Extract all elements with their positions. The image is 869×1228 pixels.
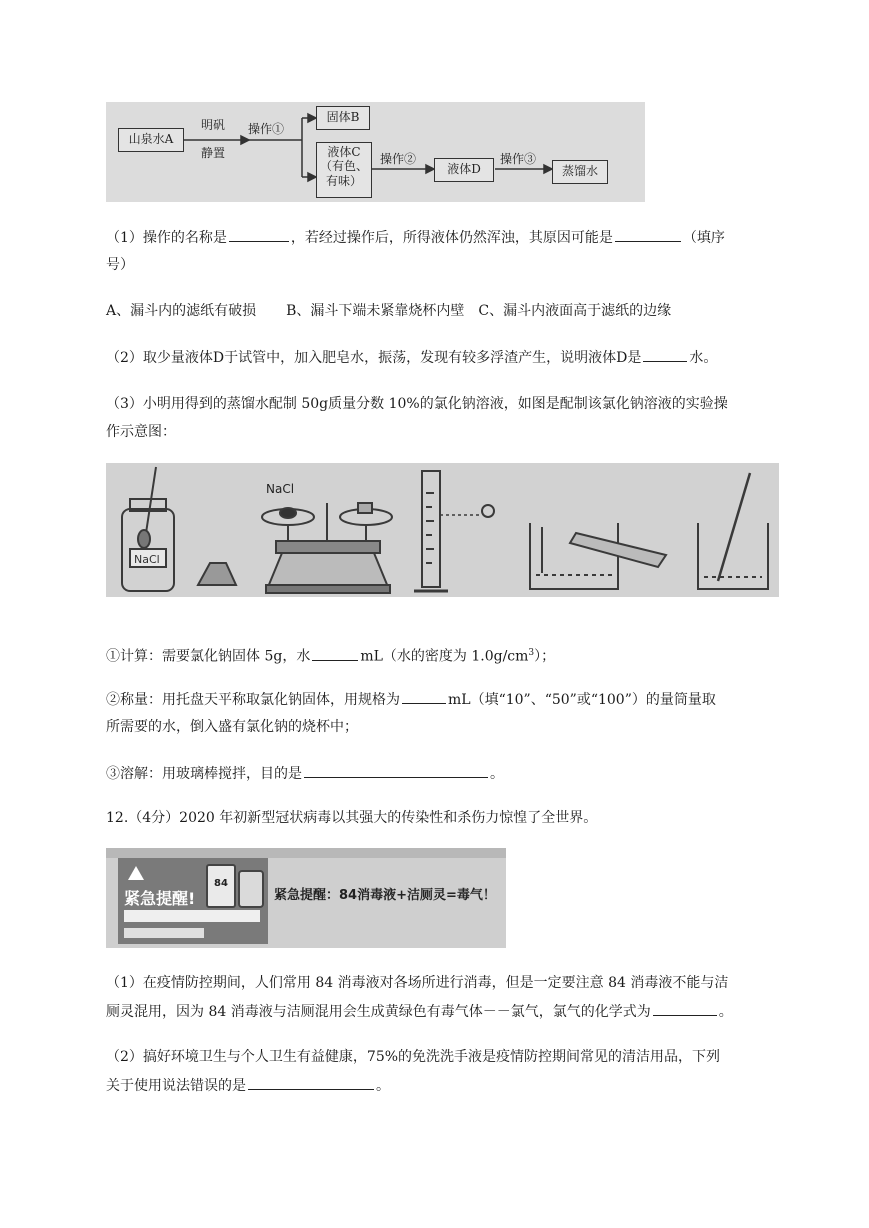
question-1-text-b: ，若经过操作后，所得液体仍然浑浊，其原因可能是 — [290, 230, 613, 246]
beaker-pouring — [530, 523, 666, 589]
question-1-line-1 — [106, 227, 725, 248]
reagent-settle-label: 静置 — [201, 146, 226, 160]
step-1-text-b: mL（水的密度为 1.0g/cm — [360, 648, 529, 665]
distilled-water-box — [552, 160, 608, 184]
answer-blank-incorrect-statement[interactable] — [248, 1075, 374, 1090]
jar-label-text: NaCl — [134, 553, 160, 566]
answer-blank-chlorine-formula[interactable] — [653, 1001, 717, 1016]
question-2-text-b: 水。 — [689, 350, 718, 366]
reagent-alum-label: 明矾 — [201, 118, 226, 132]
answer-blank-reason[interactable] — [615, 227, 681, 242]
source-water-box — [118, 128, 184, 152]
liquid-c-label: 液体C — [327, 145, 361, 159]
bottle-icon — [206, 864, 236, 908]
question-12-2-text-a: 关于使用说法错误的是 — [106, 1078, 246, 1094]
option-b: B、漏斗下端未紧靠烧杯内壁 — [286, 303, 465, 319]
poster-stripe — [124, 910, 260, 922]
liquid-d-label: 液体D — [447, 162, 481, 176]
solid-b-box — [316, 106, 370, 130]
question-3-line-2: 作示意图： — [106, 424, 176, 440]
beaker-stirring — [698, 473, 768, 589]
question-12-2-line-2 — [106, 1075, 390, 1096]
step-1-text-a: ①计算：需要氯化钠固体 5g，水 — [106, 648, 311, 665]
graduated-cylinder — [414, 471, 494, 591]
step-2-text-b: mL（填“10”、“50”或“100”）的量筒量取 — [448, 692, 716, 708]
question-12-title: 12.（4分）2020 年初新型冠状病毒以其强大的传染性和杀伤力惊惶了全世界。 — [106, 810, 598, 826]
question-12-2-line-1: （2）搞好环境卫生与个人卫生有益健康，75%的免洗洗手液是疫情防控期间常见的清洁用品，下列 — [106, 1049, 721, 1065]
step-1-superscript: 3 — [528, 648, 535, 658]
step-1-calculation — [106, 643, 555, 667]
answer-blank-stirring-purpose[interactable] — [304, 763, 488, 778]
question-12-2-text-b: 。 — [376, 1078, 390, 1094]
liquid-c-note-2: 有味） — [325, 173, 362, 188]
operation-2-label: 操作② — [380, 152, 417, 166]
warning-triangle-icon — [128, 866, 144, 880]
question-12-1-text-b: 。 — [718, 1004, 733, 1020]
question-1-text-a: （1）操作的名称是 — [106, 230, 227, 246]
step-2-weighing-line-2: 所需要的水，倒入盛有氯化钠的烧杯中； — [106, 719, 358, 735]
options-line — [106, 301, 671, 321]
poster-top-strip — [106, 848, 506, 858]
answer-blank-water-type[interactable] — [643, 347, 687, 362]
apparatus-figure — [106, 463, 779, 597]
answer-blank-operation-name[interactable] — [229, 227, 289, 242]
question-1-text-c: （填序 — [682, 230, 725, 246]
step-1-text-c: ）； — [534, 648, 556, 665]
apparatus-drawing — [106, 463, 779, 597]
source-water-label: 山泉水A — [128, 132, 174, 146]
disinfectant-warning-figure — [106, 848, 506, 948]
question-2-text-a: （2）取少量液体D于试管中，加入肥皂水，振荡，发现有较多浮渣产生，说明液体D是 — [106, 350, 642, 366]
solid-b-label: 固体B — [326, 110, 360, 124]
bottle-badge: 84 — [214, 878, 228, 889]
distilled-water-label: 蒸馏水 — [561, 164, 598, 178]
step-3-text-b: 。 — [490, 766, 504, 782]
step-2-weighing — [106, 689, 716, 710]
step-3-dissolving — [106, 763, 504, 784]
poster-warning-text: 紧急提醒：84消毒液+洁厕灵=毒气！ — [274, 888, 496, 903]
poster-stripe-2 — [124, 928, 204, 938]
balance — [262, 503, 392, 593]
weighing-boat — [198, 563, 236, 585]
liquid-c-note-1: （有色、 — [319, 159, 368, 174]
flowchart-figure — [106, 102, 645, 202]
spray-bottle-icon — [238, 870, 264, 908]
question-3-line-1: （3）小明用得到的蒸馏水配制 50g质量分数 10%的氯化钠溶液，如图是配制该氯化钠溶液的实验操 — [106, 396, 728, 412]
option-a: A、漏斗内的滤纸有破损 — [106, 303, 257, 319]
operation-1-label: 操作① — [248, 122, 285, 136]
question-12-1-line-1: （1）在疫情防控期间，人们常用 84 消毒液对各场所进行消毒，但是一定要注意 84 消毒液不能与洁 — [106, 975, 729, 991]
balance-label-text: NaCl — [266, 482, 295, 496]
flowchart-arrows — [106, 102, 645, 202]
question-12-1-line-2 — [106, 1001, 733, 1022]
liquid-c-box — [316, 142, 372, 198]
answer-blank-water-volume[interactable] — [312, 646, 358, 661]
question-12-1-text-a: 厕灵混用，因为 84 消毒液与洁厕混用会生成黄绿色有毒气体－－氯气，氯气的化学式为 — [106, 1004, 651, 1020]
option-c: C、漏斗内液面高于滤纸的边缘 — [478, 303, 672, 319]
step-2-text-a: ②称量：用托盘天平称取氯化钠固体，用规格为 — [106, 692, 400, 708]
operation-3-label: 操作③ — [500, 152, 537, 166]
poster-headline: 紧急提醒! — [124, 889, 196, 908]
question-2-line — [106, 347, 717, 368]
answer-blank-cylinder-size[interactable] — [402, 689, 446, 704]
liquid-d-box — [434, 158, 494, 182]
question-1-line-2: 号） — [106, 257, 134, 273]
step-3-text-a: ③溶解：用玻璃棒搅拌，目的是 — [106, 766, 302, 782]
